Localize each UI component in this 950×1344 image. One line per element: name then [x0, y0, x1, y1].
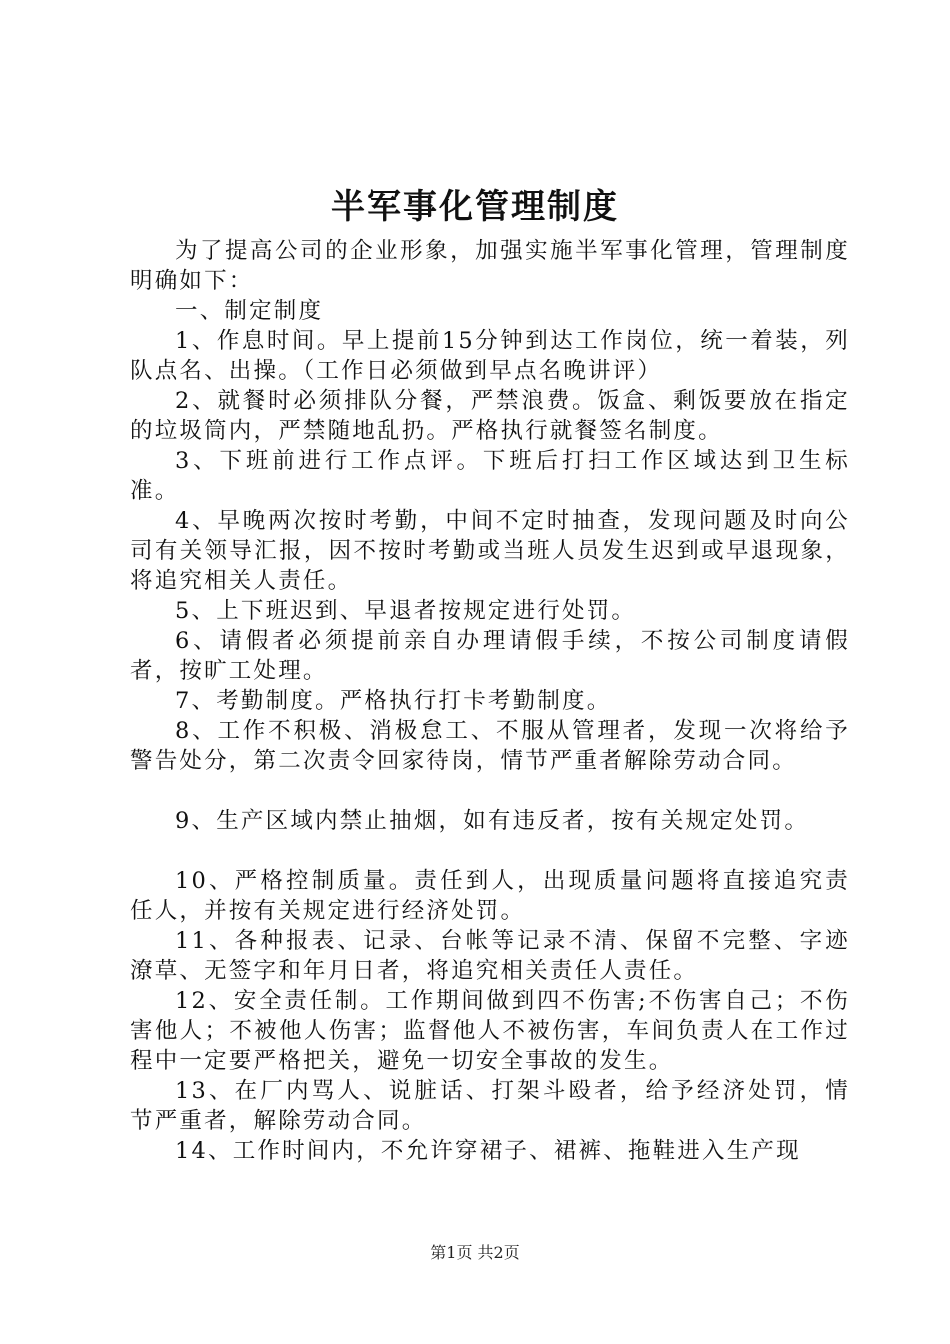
intro-paragraph: 为了提高公司的企业形象，加强实施半军事化管理，管理制度明确如下：	[130, 238, 850, 294]
rule-11-paragraph: 11、各种报表、记录、台帐等记录不清、保留不完整、字迹潦草、无签字和年月日者，将追究相关责任人责任。	[130, 928, 850, 984]
rule-1-paragraph: 1、作息时间。早上提前15分钟到达工作岗位，统一着装，列队点名、出操。（工作日必须做到早点名晚讲评）	[130, 328, 850, 384]
rule-4-paragraph: 4、早晚两次按时考勤，中间不定时抽查，发现问题及时向公司有关领导汇报，因不按时考勤或当班人员发生迟到或早退现象，将追究相关人责任。	[130, 508, 850, 594]
rule-12-paragraph: 12、安全责任制。工作期间做到四不伤害;不伤害自己；不伤害他人；不被他人伤害；监督他人不被伤害，车间负责人在工作过程中一定要严格把关，避免一切安全事故的发生。	[130, 988, 850, 1074]
rule-14-paragraph: 14、工作时间内，不允许穿裙子、裙裤、拖鞋进入生产现	[175, 1138, 801, 1164]
rule-10-paragraph: 10、严格控制质量。责任到人，出现质量问题将直接追究责任人，并按有关规定进行经济处罚。	[130, 868, 850, 924]
rule-3-paragraph: 3、下班前进行工作点评。下班后打扫工作区域达到卫生标准。	[130, 448, 850, 504]
document-body	[130, 236, 850, 1166]
section-heading: 一、制定制度	[175, 298, 324, 324]
rule-7-paragraph: 7、考勤制度。严格执行打卡考勤制度。	[175, 688, 612, 714]
rule-6-paragraph: 6、请假者必须提前亲自办理请假手续，不按公司制度请假者，按旷工处理。	[130, 628, 850, 684]
document-title: 半军事化管理制度	[331, 187, 619, 227]
page-number-footer: 第1页 共2页	[430, 1243, 520, 1262]
rule-9-paragraph: 9、生产区域内禁止抽烟，如有违反者，按有关规定处罚。	[175, 808, 810, 834]
rule-5-paragraph: 5、上下班迟到、早退者按规定进行处罚。	[175, 598, 637, 624]
rule-13-paragraph: 13、在厂内骂人、说脏话、打架斗殴者，给予经济处罚，情节严重者，解除劳动合同。	[130, 1078, 850, 1134]
rule-2-paragraph: 2、就餐时必须排队分餐，严禁浪费。饭盒、剩饭要放在指定的垃圾筒内，严禁随地乱扔。严格执行就餐签名制度。	[130, 388, 850, 444]
rule-8-paragraph: 8、工作不积极、消极怠工、不服从管理者，发现一次将给予警告处分，第二次责令回家待岗，情节严重者解除劳动合同。	[130, 718, 850, 774]
